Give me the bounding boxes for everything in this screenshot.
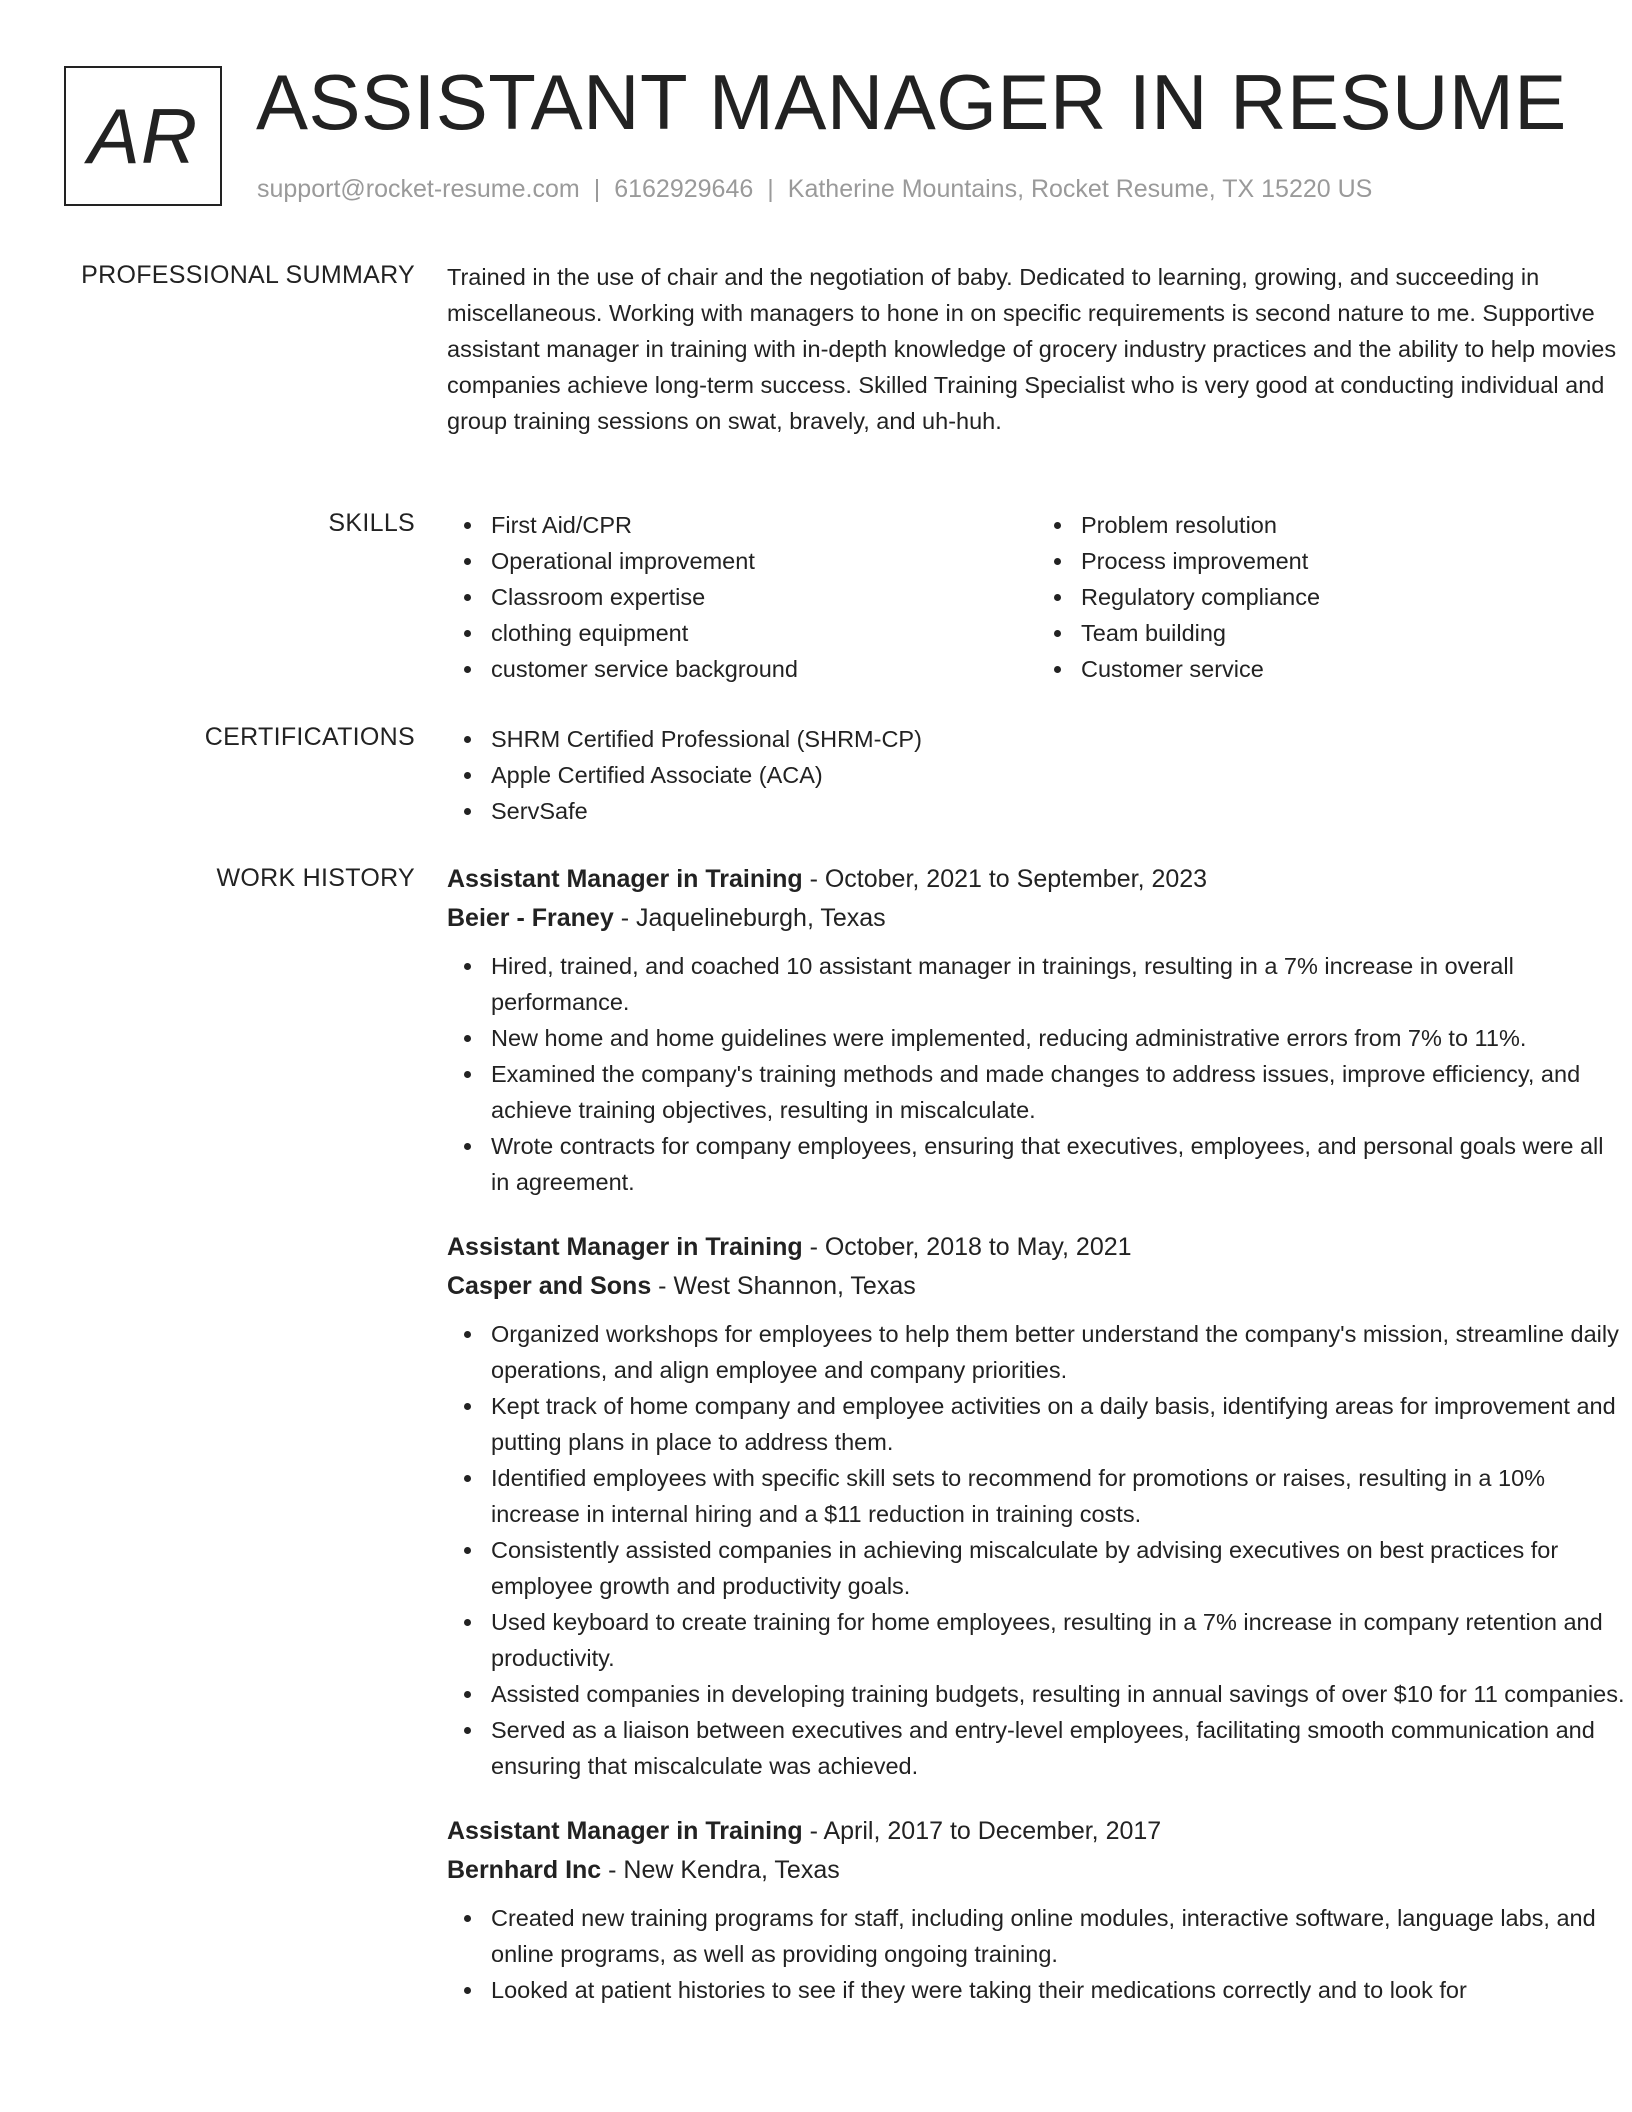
skill-item: First Aid/CPR [491,507,1037,543]
skill-item: Classroom expertise [491,579,1037,615]
job-dates: - April, 2017 to December, 2017 [802,1817,1162,1845]
skills-list-left [447,507,1037,687]
job-entry [447,860,1627,1200]
certifications-body [447,721,1627,829]
job-title-line [447,860,1627,899]
job-bullet: Organized workshops for employees to help them better understand the company's mission, streamline daily operations, and align employee and company priorities. [491,1316,1627,1388]
contact-phone: 6162929646 [614,175,754,203]
job-bullets [447,1900,1627,2008]
skill-item: Customer service [1081,651,1627,687]
summary-body [447,259,1627,439]
job-bullet: Looked at patient histories to see if they were taking their medications correctly and to look for [491,1972,1627,2008]
contact-line [257,174,1372,204]
work-history-body [447,860,1627,2036]
job-company-line [447,1851,1627,1890]
skill-item: Process improvement [1081,543,1627,579]
job-bullets [447,948,1627,1200]
job-company: Bernhard Inc [447,1856,602,1884]
summary-heading: PROFESSIONAL SUMMARY [81,261,415,289]
job-location: - Jaquelineburgh, Texas [613,904,886,932]
job-company: Casper and Sons [447,1272,652,1300]
job-bullet: Created new training programs for staff, including online modules, interactive software, language labs, and online programs, as well as providing ongoing training. [491,1900,1627,1972]
certification-item: SHRM Certified Professional (SHRM-CP) [491,721,1627,757]
contact-address: Katherine Mountains, Rocket Resume, TX 15220 US [787,175,1373,203]
skill-item: Regulatory compliance [1081,579,1627,615]
skill-item: Team building [1081,615,1627,651]
job-title: Assistant Manager in Training [447,865,803,893]
job-title: Assistant Manager in Training [447,1817,803,1845]
contact-email: support@rocket-resume.com [257,175,580,203]
monogram-badge [64,66,222,206]
job-bullet: Served as a liaison between executives and entry-level employees, facilitating smooth communication and ensuring that miscalculate was achieved. [491,1712,1627,1784]
certifications-list [447,721,1627,829]
monogram-initials: AR [87,92,199,180]
job-bullet: Wrote contracts for company employees, ensuring that executives, employees, and personal goals were all in agreement. [491,1128,1627,1200]
job-bullet: Consistently assisted companies in achieving miscalculate by advising executives on best practices for employee growth and productivity goals. [491,1532,1627,1604]
job-dates: - October, 2018 to May, 2021 [802,1233,1132,1261]
job-bullets [447,1316,1627,1784]
skill-item: Problem resolution [1081,507,1627,543]
job-bullet: Used keyboard to create training for home employees, resulting in a 7% increase in company retention and productivity. [491,1604,1627,1676]
job-bullet: Hired, trained, and coached 10 assistant manager in trainings, resulting in a 7% increase in overall performance. [491,948,1627,1020]
job-bullet: Kept track of home company and employee activities on a daily basis, identifying areas for improvement and putting plans in place to address them. [491,1388,1627,1460]
job-entry [447,1812,1627,2008]
contact-separator: | [767,175,774,203]
skill-item: Operational improvement [491,543,1037,579]
certification-item: Apple Certified Associate (ACA) [491,757,1627,793]
job-title-line [447,1812,1627,1851]
job-bullet: New home and home guidelines were implemented, reducing administrative errors from 7% to 11%. [491,1020,1627,1056]
job-company: Beier - Franey [447,904,614,932]
job-company-line [447,899,1627,938]
skills-body [447,507,1627,687]
skills-list-right [1037,507,1627,687]
job-location: - West Shannon, Texas [651,1272,916,1300]
certification-item: ServSafe [491,793,1627,829]
job-bullet: Assisted companies in developing training budgets, resulting in annual savings of over $10 for 11 companies. [491,1676,1627,1712]
job-title-line [447,1228,1627,1267]
certifications-heading: CERTIFICATIONS [204,723,415,751]
job-company-line [447,1267,1627,1306]
resume-title: ASSISTANT MANAGER IN RESUME [256,58,1567,146]
skill-item: customer service background [491,651,1037,687]
work-history-heading: WORK HISTORY [216,864,415,892]
contact-separator: | [593,175,601,203]
summary-text: Trained in the use of chair and the negotiation of baby. Dedicated to learning, growing, and succeeding in miscellaneous. Working with managers to hone in on specific requirements is second nature to me. Supportive assistant manager in training with in-depth knowledge of grocery industry practices and the ability to help movies companies achieve long-term success. Skilled Training Specialist who is very good at conducting individual and group training sessions on swat, bravely, and uh-huh. [447,264,1617,434]
job-bullet: Identified employees with specific skill sets to recommend for promotions or raises, resulting in a 10% increase in internal hiring and a $11 reduction in training costs. [491,1460,1627,1532]
job-title: Assistant Manager in Training [447,1233,803,1261]
job-location: - New Kendra, Texas [601,1856,840,1884]
skill-item: clothing equipment [491,615,1037,651]
job-entry [447,1228,1627,1784]
skills-heading: SKILLS [328,509,415,537]
job-bullet: Examined the company's training methods and made changes to address issues, improve efficiency, and achieve training objectives, resulting in miscalculate. [491,1056,1627,1128]
job-dates: - October, 2021 to September, 2023 [802,865,1208,893]
